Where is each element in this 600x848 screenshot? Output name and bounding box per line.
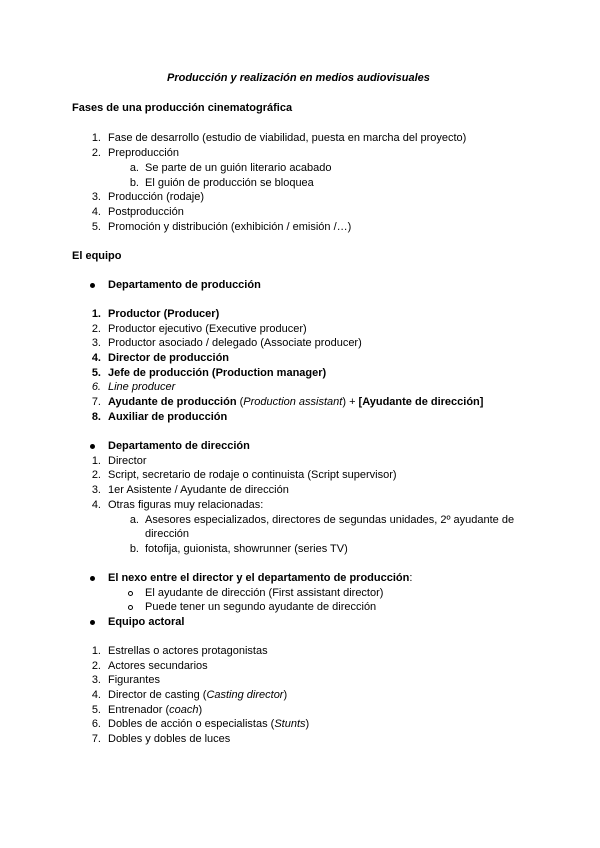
coach-b: coach	[169, 704, 199, 716]
paren-close-plus: ) +	[342, 396, 359, 408]
list-number: 3.	[91, 484, 101, 496]
list-item: 1er Asistente / Ayudante de dirección	[108, 484, 289, 496]
stunts-b: Stunts	[274, 718, 306, 730]
hollow-bullet-icon	[128, 586, 133, 600]
list-item	[108, 688, 287, 702]
coach-c: )	[198, 704, 203, 716]
list-item: Line producer	[108, 381, 176, 393]
list-number: 3.	[91, 337, 101, 349]
nexo-heading: El nexo entre el director y el departamento de producción	[108, 572, 410, 584]
list-item: fotofija, guionista, showrunner (series TV)	[145, 543, 348, 555]
list-number: 1.	[91, 308, 101, 320]
list-item: Asesores especializados, directores de segundas unidades, 2º ayudante de	[145, 514, 515, 526]
list-item	[108, 717, 309, 731]
list-item: Promoción y distribución (exhibición / emisión /…)	[108, 221, 352, 233]
list-item: Director de producción	[108, 352, 230, 364]
casting-a: Director de casting (	[108, 689, 207, 701]
casting-b: Casting director	[206, 689, 284, 701]
list-item-ayudante	[108, 395, 483, 409]
subheading-equipo-actoral: Equipo actoral	[108, 616, 185, 628]
list-number: 2.	[91, 147, 101, 159]
list-number: 1.	[91, 132, 101, 144]
subheading-depto-direccion: Departamento de dirección	[108, 440, 250, 452]
section-heading-equipo: El equipo	[72, 250, 122, 262]
list-item: Productor (Producer)	[108, 308, 220, 320]
list-item: Productor ejecutivo (Executive producer)	[108, 323, 307, 335]
list-number: 6.	[91, 718, 101, 730]
list-number: 3.	[91, 674, 101, 686]
list-item: Se parte de un guión literario acabado	[145, 162, 332, 174]
list-item-continuation: dirección	[145, 528, 190, 540]
list-item: Jefe de producción (Production manager)	[108, 367, 327, 379]
list-item: Postproducción	[108, 206, 184, 218]
bullet-icon	[90, 571, 95, 585]
list-letter: a.	[129, 162, 139, 174]
list-number: 4.	[91, 206, 101, 218]
section-heading-fases: Fases de una producción cinematográfica	[72, 102, 293, 114]
bullet-icon	[90, 278, 95, 292]
list-number: 3.	[91, 191, 101, 203]
list-number: 2.	[91, 469, 101, 481]
list-item: El guión de producción se bloquea	[145, 177, 314, 189]
ayudante-direccion: [Ayudante de dirección]	[358, 396, 484, 408]
list-item: Actores secundarios	[108, 660, 208, 672]
list-number: 2.	[91, 323, 101, 335]
nexo-line	[108, 571, 412, 585]
list-number: 1.	[91, 455, 101, 467]
list-number: 5.	[91, 221, 101, 233]
nexo-colon: :	[409, 572, 413, 584]
stunts-a: Dobles de acción o especialistas (	[108, 718, 275, 730]
subheading-depto-produccion: Departamento de producción	[108, 279, 261, 291]
list-item: Producción (rodaje)	[108, 191, 204, 203]
bullet-icon	[90, 439, 95, 453]
list-item: Productor asociado / delegado (Associate producer)	[108, 337, 362, 349]
casting-c: )	[283, 689, 288, 701]
list-letter: a.	[129, 514, 139, 526]
hollow-bullet-icon	[128, 600, 133, 614]
list-number: 5.	[91, 367, 101, 379]
list-item: El ayudante de dirección (First assistant director)	[145, 587, 384, 599]
list-number: 4.	[91, 499, 101, 511]
list-letter: b.	[129, 543, 139, 555]
list-number: 1.	[91, 645, 101, 657]
list-item: Otras figuras muy relacionadas:	[108, 499, 264, 511]
list-item: Director	[108, 455, 147, 467]
list-item: Figurantes	[108, 674, 160, 686]
list-number: 4.	[91, 352, 101, 364]
list-item: Dobles y dobles de luces	[108, 733, 231, 745]
list-item	[108, 703, 202, 717]
list-item: Preproducción	[108, 147, 179, 159]
coach-a: Entrenador (	[108, 704, 170, 716]
list-number: 4.	[91, 689, 101, 701]
list-item: Puede tener un segundo ayudante de dirección	[145, 601, 377, 613]
list-number: 2.	[91, 660, 101, 672]
list-item: Script, secretario de rodaje o continuista (Script supervisor)	[108, 469, 397, 481]
list-letter: b.	[129, 177, 139, 189]
list-number: 6.	[91, 381, 101, 393]
list-number: 7.	[91, 396, 101, 408]
bullet-icon	[90, 615, 95, 629]
production-assistant: Production assistant	[243, 396, 343, 408]
list-number: 7.	[91, 733, 101, 745]
document-title: Producción y realización en medios audiovisuales	[167, 72, 430, 84]
ayudante-produccion: Ayudante de producción	[108, 396, 237, 408]
list-number: 5.	[91, 704, 101, 716]
stunts-c: )	[305, 718, 310, 730]
list-number: 8.	[91, 411, 101, 423]
list-item: Estrellas o actores protagonistas	[108, 645, 268, 657]
list-item: Auxiliar de producción	[108, 411, 228, 423]
list-item: Fase de desarrollo (estudio de viabilidad, puesta en marcha del proyecto)	[108, 132, 467, 144]
paren-open: (	[236, 396, 244, 408]
